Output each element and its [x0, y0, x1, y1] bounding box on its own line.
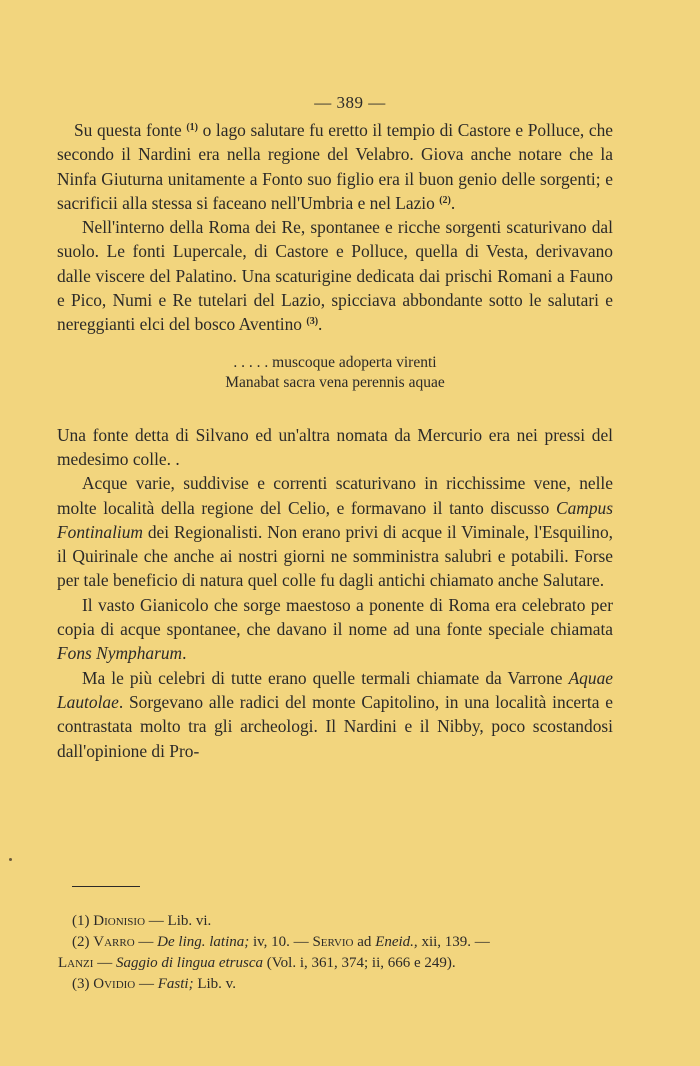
- footnotes: [58, 911, 612, 995]
- footnote-ref-3[interactable]: (3): [306, 316, 319, 328]
- verse-line-2: Manabat sacra vena perennis aquae: [225, 373, 445, 391]
- paragraph-4: Acque varie, suddivise e correnti scaturivano in ricchissime vene, nelle molte località della regione del Celio, e formavano il tanto discusso Campus Fontinalium dei Regionalisti. Non erano privi di acque il Viminale, l'Esquilino, il Quirinale che anche ai nostri giorni ne somministra salubri e potabili. Forse per tale beneficio di natura quel colle fu dagli antichi chiamato anche Salutare.: [57, 473, 613, 591]
- verse-quotation: [57, 353, 613, 393]
- paragraph-5: Il vasto Gianicolo che sorge maestoso a ponente di Roma era celebrato per copia di acque spontanee, che davano il nome ad una fonte speciale chiamata Fons Nympharum.: [57, 594, 613, 664]
- paragraph-3: Una fonte detta di Silvano ed un'altra nomata da Mercurio era nei pressi del medesimo colle. .: [57, 424, 613, 469]
- italic-term: Fons Nympharum: [57, 643, 183, 664]
- footnote-2-continued: Lanzi — Saggio di lingua etrusca (Vol. i, 361, 374; ii, 666 e 249).: [58, 955, 456, 971]
- paragraph-6: Ma le più celebri di tutte erano quelle termali chiamate da Varrone Aquae Lautolae. Sorgevano alle radici del monte Capitolino, in una località incerta e contrastata molto tra gli archeologi. Il Nardini e il Nibby, poco scostandosi dall'opinione di Pro-: [57, 667, 613, 761]
- footnote-2: (2) Varro — De ling. latina; iv, 10. — Servio ad Eneid., xii, 139. —: [72, 934, 490, 950]
- footnote-ref-1[interactable]: (1): [186, 122, 199, 133]
- footnote-3: (3) Ovidio — Fasti; Lib. v.: [72, 976, 236, 992]
- verse-line-1: . . . . . muscoque adoperta virenti: [233, 353, 437, 371]
- italic-term: Campus Fontinalium: [57, 497, 613, 542]
- footnote-1: (1) Dionisio — Lib. vi.: [72, 913, 212, 929]
- paragraph-2: Nell'interno della Roma dei Re, spontanee e ricche sorgenti scaturivano dal suolo. Le fonti Lupercale, di Castore e Polluce, quella di Vesta, derivavano dalle viscere del Palatino. Una scaturigine dedicata dai prischi Romani a Fauno e Pico, Numi e Re tutelari del Lazio, spicciava abbondante sotto le salutari e nereggianti elci del bosco Aventino $^{(3)}$.: [57, 217, 613, 335]
- main-text: [57, 118, 613, 763]
- page-number: — 389 —: [314, 93, 386, 112]
- footnote-ref-2[interactable]: (2): [439, 194, 451, 206]
- margin-speck: [9, 858, 12, 861]
- italic-term: Aquae Lautolae: [57, 667, 613, 712]
- footnote-separator: [72, 886, 140, 887]
- paragraph-1: Su questa fonte $^{(1)}$ o lago salutare fu eretto il tempio di Castore e Polluce, che secondo il Nardini era nella regione del Velabro. Giova anche notare che la Ninfa Giuturna unitamente a Fonto suo figlio era il buon genio delle sorgenti; e sacrificii alla stessa si faceano nell'Umbria e nel Lazio $^{(2)}$.: [57, 120, 613, 213]
